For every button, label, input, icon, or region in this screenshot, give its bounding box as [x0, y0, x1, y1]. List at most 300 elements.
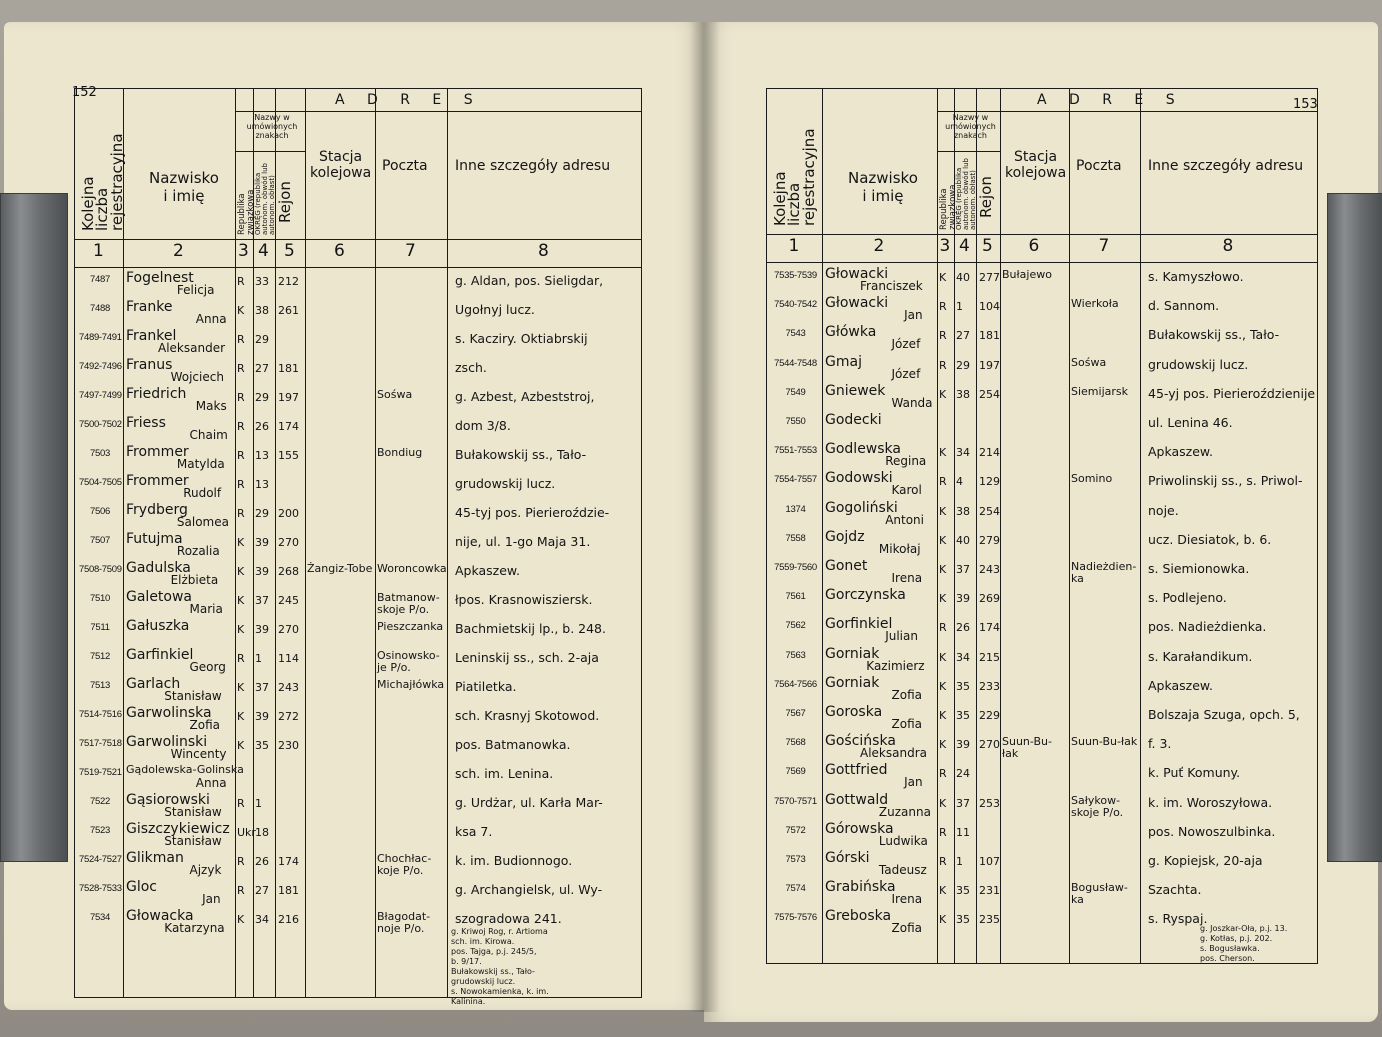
row-rejon: 272	[278, 710, 299, 723]
column-number: 8	[1222, 236, 1234, 256]
row-address: k. im. Woroszyłowa.	[1148, 794, 1273, 810]
row-address: g. Aldan, pos. Sieligdar,	[455, 273, 604, 288]
row-surname: Głowacki	[825, 295, 889, 312]
row-given-name: Felicja	[176, 283, 215, 297]
row-given-name: Aleksandra	[860, 746, 927, 761]
row-republic: K	[939, 592, 947, 606]
row-okreg: 35	[956, 709, 970, 722]
row-okreg: 37	[255, 681, 269, 694]
header-nazwisko: Nazwisko i imię	[149, 169, 219, 205]
column-number: 2	[873, 236, 885, 256]
header-adres: A D R E S	[1037, 92, 1184, 108]
row-given-name: Wojciech	[170, 370, 224, 384]
header-republika: Republika związkowa	[939, 184, 958, 230]
header-stacja: Stacja kolejowa	[310, 149, 372, 182]
row-id: 7487	[90, 274, 110, 285]
register-table-left	[74, 88, 642, 1006]
row-given-name: Zofia	[189, 718, 220, 732]
row-given-name: Wanda	[891, 395, 933, 410]
col-divider	[305, 89, 306, 997]
row-republic: K	[939, 709, 947, 722]
right-page	[704, 22, 1378, 1022]
row-surname: Gądolewska-Golinska	[126, 763, 244, 776]
row-poczta: Chochłac-koje P/o.	[377, 852, 432, 878]
row-given-name: Salomea	[176, 515, 229, 529]
row-surname: Frommer	[126, 473, 189, 489]
header-nazwy: Nazwy w umówionych znakach	[945, 113, 996, 141]
row-republic: K	[237, 681, 245, 694]
row-rejon: 233	[979, 679, 1000, 693]
row-republic: R	[939, 855, 947, 868]
row-id: 7574	[785, 883, 806, 895]
row-rejon: 245	[278, 594, 299, 607]
row-surname: Futujma	[126, 531, 183, 547]
row-surname: Gojdz	[825, 528, 865, 545]
row-republic: R	[237, 333, 245, 346]
row-republic: R	[237, 420, 245, 433]
row-id: 7575-7576	[774, 912, 817, 924]
number-row-line	[767, 262, 1317, 263]
row-republic: Ukr	[237, 826, 256, 839]
row-poczta: Somino	[1071, 472, 1113, 486]
row-id: 7572	[785, 824, 806, 836]
header-stacja: Stacja kolejowa	[1005, 149, 1067, 182]
row-republic: K	[939, 796, 947, 810]
header-inne: Inne szczegóły adresu	[1148, 158, 1304, 174]
row-okreg: 40	[956, 533, 970, 547]
row-republic: R	[237, 478, 245, 491]
row-okreg: 11	[956, 825, 970, 839]
row-id: 7558	[785, 532, 806, 544]
column-number: 1	[93, 241, 104, 261]
row-id: 7507	[90, 535, 110, 546]
row-okreg: 13	[255, 478, 269, 491]
row-given-name: Anna	[195, 312, 227, 326]
col-divider	[822, 89, 823, 963]
row-id: 7528-7533	[79, 883, 122, 894]
address-extra: s. Nowokamienka, k. im.	[451, 987, 549, 996]
row-okreg: 24	[956, 767, 970, 781]
row-address: pos. Nadieżdienka.	[1148, 619, 1267, 635]
page-number-right: 153	[1293, 97, 1318, 112]
row-surname: Garwolinska	[126, 705, 212, 721]
row-republic: K	[939, 913, 947, 927]
adres-line	[937, 111, 1317, 112]
row-rejon: 107	[979, 855, 1000, 868]
row-poczta: Suun-Bu-łak	[1071, 735, 1138, 749]
row-rejon: 253	[979, 796, 1000, 810]
col-divider	[937, 89, 938, 963]
row-okreg: 27	[956, 329, 970, 343]
row-republic: K	[939, 533, 947, 547]
address-extra: g. Kotłas, p.j. 202.	[1200, 933, 1273, 943]
row-surname: Giszczykiewicz	[126, 821, 230, 837]
row-okreg: 34	[956, 446, 970, 460]
row-given-name: Zofia	[891, 921, 922, 936]
row-id: 7512	[90, 651, 110, 662]
row-poczta: Wierkoła	[1071, 297, 1119, 311]
row-republic: K	[939, 271, 947, 284]
column-number: 6	[334, 241, 345, 261]
row-rejon: 231	[979, 884, 1000, 898]
row-okreg: 39	[956, 738, 970, 752]
row-surname: Gałuszka	[126, 618, 190, 634]
row-rejon: 279	[979, 533, 1000, 547]
column-number: 5	[982, 236, 993, 256]
row-poczta: Woroncowka	[377, 562, 447, 575]
address-extra: Bułakowskij ss., Tało-	[451, 967, 535, 976]
row-surname: Grabińska	[825, 879, 896, 896]
adres-line	[235, 111, 641, 112]
row-given-name: Matylda	[176, 457, 225, 471]
row-okreg: 39	[956, 592, 970, 606]
row-poczta: Bondiug	[377, 446, 423, 459]
row-okreg: 33	[255, 275, 269, 288]
row-address: ksa 7.	[455, 824, 493, 839]
row-id: 7569	[785, 766, 806, 778]
row-rejon: 261	[278, 304, 299, 317]
row-okreg: 26	[255, 855, 269, 868]
address-extra: g. Joszkar-Oła, p.j. 13.	[1200, 923, 1288, 933]
row-stacja: Suun-Bu-łak	[1002, 735, 1052, 761]
column-number: 6	[1028, 236, 1040, 256]
row-address: g. Kopiejsk, 20-aja	[1148, 853, 1263, 868]
row-address: Piatiletka.	[455, 679, 517, 694]
row-republic: K	[939, 738, 947, 752]
row-surname: Franus	[126, 357, 173, 373]
metal-clip-right	[1327, 193, 1382, 862]
row-given-name: Julian	[885, 629, 918, 644]
row-address: Szachta.	[1148, 882, 1202, 898]
row-id: 7514-7516	[79, 709, 122, 720]
row-surname: Garlach	[126, 676, 181, 692]
row-republic: R	[939, 358, 947, 372]
row-surname: Godecki	[825, 412, 882, 428]
row-republic: K	[939, 504, 947, 518]
row-okreg: 18	[255, 826, 269, 839]
header-inne: Inne szczegóły adresu	[455, 158, 611, 174]
address-extra: b. 9/17.	[451, 957, 482, 966]
row-address: s. Ryspaj.	[1148, 911, 1208, 927]
row-okreg: 35	[255, 739, 269, 752]
row-rejon: 216	[278, 913, 299, 926]
col-divider	[1000, 89, 1001, 963]
row-poczta: Bogusław-ka	[1071, 881, 1128, 907]
row-address: f. 3.	[1148, 736, 1172, 752]
row-id: 7563	[785, 649, 806, 661]
row-poczta: Sośwa	[377, 388, 413, 401]
row-given-name: Ludwika	[878, 833, 928, 848]
row-okreg: 40	[956, 271, 970, 284]
row-surname: Gościńska	[825, 733, 896, 750]
row-address: g. Archangielsk, ul. Wy-	[455, 882, 603, 897]
row-okreg: 39	[255, 623, 269, 636]
register-table-right	[766, 88, 1318, 964]
row-given-name: Stanisław	[164, 805, 222, 819]
row-surname: Gadulska	[126, 560, 191, 576]
row-given-name: Zofia	[891, 687, 922, 702]
row-okreg: 34	[255, 913, 269, 926]
row-rejon: 235	[979, 913, 1000, 927]
row-republic: R	[237, 797, 245, 810]
row-id: 7573	[785, 854, 806, 865]
row-address: 45-yj pos. Pierieroździenije	[1148, 385, 1316, 401]
nazwy-line	[235, 151, 305, 152]
column-number: 8	[538, 241, 549, 261]
row-id: 7517-7518	[79, 738, 122, 749]
header-rejon: Rejon	[977, 176, 995, 218]
row-poczta: Siemijarsk	[1071, 384, 1128, 398]
row-republic: R	[237, 449, 245, 462]
row-surname: Głowacki	[825, 266, 889, 282]
row-id: 7503	[90, 448, 110, 459]
row-republic: R	[237, 362, 245, 375]
book-gutter	[690, 22, 720, 1012]
row-surname: Garwolinski	[126, 734, 208, 750]
row-rejon: 214	[979, 446, 1000, 460]
row-id: 7534	[90, 912, 110, 923]
row-rejon: 215	[979, 650, 1000, 664]
row-okreg: 1	[956, 300, 963, 314]
row-given-name: Zofia	[891, 717, 922, 731]
header-nazwisko: Nazwisko i imię	[848, 169, 918, 205]
row-id: 7543	[785, 328, 806, 340]
row-poczta: Nadieżdien-ka	[1071, 560, 1137, 586]
row-id: 7508-7509	[79, 564, 122, 575]
row-address: Bolszaja Szuga, opch. 5,	[1148, 707, 1300, 722]
row-id: 7550	[785, 416, 806, 427]
row-id: 7535-7539	[774, 270, 817, 281]
row-rejon: 155	[278, 449, 299, 462]
row-okreg: 35	[956, 679, 970, 693]
row-okreg: 29	[255, 391, 269, 404]
row-stacja: Bułajewo	[1002, 268, 1052, 281]
header-rejon: Rejon	[276, 181, 294, 223]
row-surname: Gniewek	[825, 382, 886, 399]
row-surname: Główka	[825, 324, 877, 341]
row-given-name: Franciszek	[860, 279, 923, 293]
header-poczta: Poczta	[1076, 158, 1122, 174]
row-okreg: 29	[956, 358, 970, 372]
row-given-name: Maria	[189, 602, 223, 616]
column-number: 1	[788, 236, 800, 256]
row-okreg: 38	[956, 387, 970, 401]
row-republic: R	[939, 767, 947, 781]
row-given-name: Irena	[891, 892, 923, 907]
row-surname: Godlewska	[825, 441, 901, 458]
row-rejon: 229	[979, 709, 1000, 722]
number-row-line	[75, 267, 641, 268]
row-id: 7519-7521	[79, 767, 122, 778]
row-republic: R	[237, 507, 245, 520]
row-address: pos. Batmanowka.	[455, 737, 571, 752]
row-id: 7551-7553	[774, 445, 817, 457]
address-extra: s. Bogusławka.	[1200, 943, 1260, 953]
row-given-name: Rudolf	[183, 486, 222, 500]
row-okreg: 29	[255, 507, 269, 520]
row-address: sch. Krasnyj Skotowod.	[455, 708, 600, 723]
row-id: 7524-7527	[79, 854, 122, 865]
row-rejon: 212	[278, 275, 299, 288]
row-address: g. Azbest, Azbeststroj,	[455, 389, 595, 404]
row-rejon: 181	[278, 362, 299, 375]
row-address: zsch.	[455, 360, 487, 375]
row-surname: Głowacka	[126, 908, 194, 924]
row-address: Apkaszew.	[1148, 444, 1213, 460]
row-rejon: 270	[979, 738, 1000, 752]
header-bottom-line	[767, 234, 1317, 235]
row-given-name: Tadeusz	[878, 863, 927, 877]
column-number: 5	[284, 241, 295, 261]
row-poczta: Batmanow-skoje P/o.	[377, 591, 440, 617]
row-address: d. Sannom.	[1148, 298, 1220, 314]
header-adres: A D R E S	[335, 92, 482, 108]
row-republic: R	[237, 652, 245, 665]
row-id: 7497-7499	[79, 390, 122, 401]
row-republic: K	[237, 623, 245, 636]
row-given-name: Mikołaj	[878, 541, 921, 556]
row-rejon: 230	[278, 739, 299, 752]
row-okreg: 29	[255, 333, 269, 346]
row-okreg: 34	[956, 650, 970, 664]
row-poczta: Sałykow-skoje P/o.	[1071, 793, 1124, 819]
row-republic: R	[939, 329, 947, 343]
row-poczta: Błagodat-noje P/o.	[377, 910, 431, 936]
row-rejon: 197	[979, 358, 1000, 372]
row-id: 7561	[785, 591, 806, 603]
row-okreg: 13	[255, 449, 269, 462]
row-address: Bułakowskij ss., Tało-	[455, 447, 587, 462]
row-rejon: 181	[979, 329, 1000, 343]
row-republic: K	[939, 884, 947, 898]
col-divider	[447, 89, 448, 997]
column-number: 4	[959, 236, 970, 256]
row-id: 7506	[90, 506, 110, 517]
address-extra: g. Kriwoj Rog, r. Artioma	[451, 927, 548, 936]
row-given-name: Stanisław	[164, 834, 222, 848]
row-surname: Franke	[126, 299, 173, 315]
row-given-name: Aleksander	[158, 341, 226, 355]
metal-clip-left	[0, 193, 68, 862]
row-address: s. Kaczіry. Oktiabrskij	[455, 331, 588, 346]
row-address: grudowskij lucz.	[1148, 356, 1249, 372]
page-number-left: 152	[72, 85, 97, 100]
row-id: 7554-7557	[774, 474, 817, 486]
row-republic: K	[237, 710, 245, 723]
row-address: sch. im. Lenina.	[455, 766, 554, 781]
row-republic: K	[939, 387, 947, 401]
row-given-name: Regina	[885, 454, 927, 469]
row-given-name: Ajzyk	[189, 863, 222, 877]
row-id: 7504-7505	[79, 477, 122, 488]
row-id: 7511	[90, 622, 110, 633]
row-id: 7549	[785, 386, 806, 398]
row-okreg: 38	[956, 504, 970, 518]
row-id: 7489-7491	[79, 332, 122, 343]
row-id: 7488	[90, 303, 110, 314]
row-surname: Glikman	[126, 850, 184, 866]
address-extra: pos. Cherson.	[1200, 953, 1255, 963]
row-rejon: 254	[979, 504, 1000, 518]
row-given-name: Chaim	[189, 428, 228, 442]
row-address: noje.	[1148, 502, 1179, 518]
row-given-name: Rozalia	[176, 544, 220, 558]
row-surname: Fogelnest	[126, 270, 194, 286]
row-surname: Gloc	[126, 879, 158, 895]
row-given-name: Antoni	[885, 512, 924, 527]
header-kolejna: Kolejna liczba rejestracyjna	[771, 128, 818, 226]
row-given-name: Kazimierz	[866, 658, 925, 673]
row-stacja: Żangiz-Tobe	[307, 562, 373, 575]
row-okreg: 39	[255, 536, 269, 549]
row-given-name: Georg	[189, 660, 226, 674]
header-kolejna: Kolejna liczba rejestracyjna	[79, 133, 126, 231]
row-address: s. Siemionowka.	[1148, 561, 1250, 576]
row-rejon: 269	[979, 592, 1000, 606]
row-address: dom 3/8.	[455, 418, 511, 433]
row-given-name: Katarzyna	[164, 921, 225, 935]
left-page	[4, 22, 704, 1010]
row-republic: K	[237, 536, 245, 549]
row-address: nije, ul. 1-go Maja 31.	[455, 534, 591, 549]
header-okreg: OKRĘG (republika autonom. obwód lub autonom. obłast)	[254, 163, 276, 235]
row-okreg: 37	[956, 796, 970, 810]
row-address: s. Kamyszłowo.	[1148, 269, 1244, 284]
row-republic: R	[237, 855, 245, 868]
row-rejon: 104	[979, 300, 1000, 314]
row-rejon: 129	[979, 475, 1000, 489]
row-okreg: 4	[956, 475, 963, 489]
column-number: 2	[173, 241, 184, 261]
row-republic: K	[237, 739, 245, 752]
row-republic: K	[939, 446, 947, 460]
row-republic: R	[939, 475, 947, 489]
row-republic: K	[939, 679, 947, 693]
row-address: ul. Lenina 46.	[1148, 415, 1233, 430]
row-okreg: 27	[255, 362, 269, 375]
row-surname: Górski	[825, 850, 870, 866]
row-republic: K	[237, 304, 245, 317]
header-nazwy: Nazwy w umówionych znakach	[246, 113, 298, 141]
row-okreg: 35	[956, 884, 970, 898]
row-address: pos. Nowoszulbinka.	[1148, 823, 1276, 839]
row-rejon: 243	[278, 681, 299, 694]
row-address: ucz. Diesiatok, b. 6.	[1148, 531, 1272, 547]
row-address: łpos. Krasnowisziersk.	[455, 592, 593, 607]
row-surname: Gonet	[825, 558, 868, 574]
row-republic: K	[237, 565, 245, 578]
row-poczta: Michajłówka	[377, 678, 445, 691]
row-surname: Frydberg	[126, 502, 188, 518]
row-surname: Gottfried	[825, 762, 888, 779]
row-id: 1374	[785, 503, 806, 515]
column-number: 4	[258, 241, 269, 261]
row-address: Bułakowskij ss., Tało-	[1148, 327, 1280, 343]
row-id: 7544-7548	[774, 357, 817, 369]
address-extra: sch. im. Kirowa.	[451, 937, 515, 946]
column-number: 7	[405, 241, 416, 261]
row-id: 7510	[90, 593, 110, 604]
row-republic: R	[939, 825, 947, 839]
row-surname: Górowska	[825, 820, 894, 837]
row-surname: Friess	[126, 415, 166, 431]
row-surname: Gorniak	[825, 674, 880, 691]
row-given-name: Józef	[891, 337, 921, 352]
row-republic: K	[939, 650, 947, 664]
row-given-name: Jan	[202, 892, 221, 906]
row-republic: R	[237, 884, 245, 897]
row-rejon: 197	[278, 391, 299, 404]
